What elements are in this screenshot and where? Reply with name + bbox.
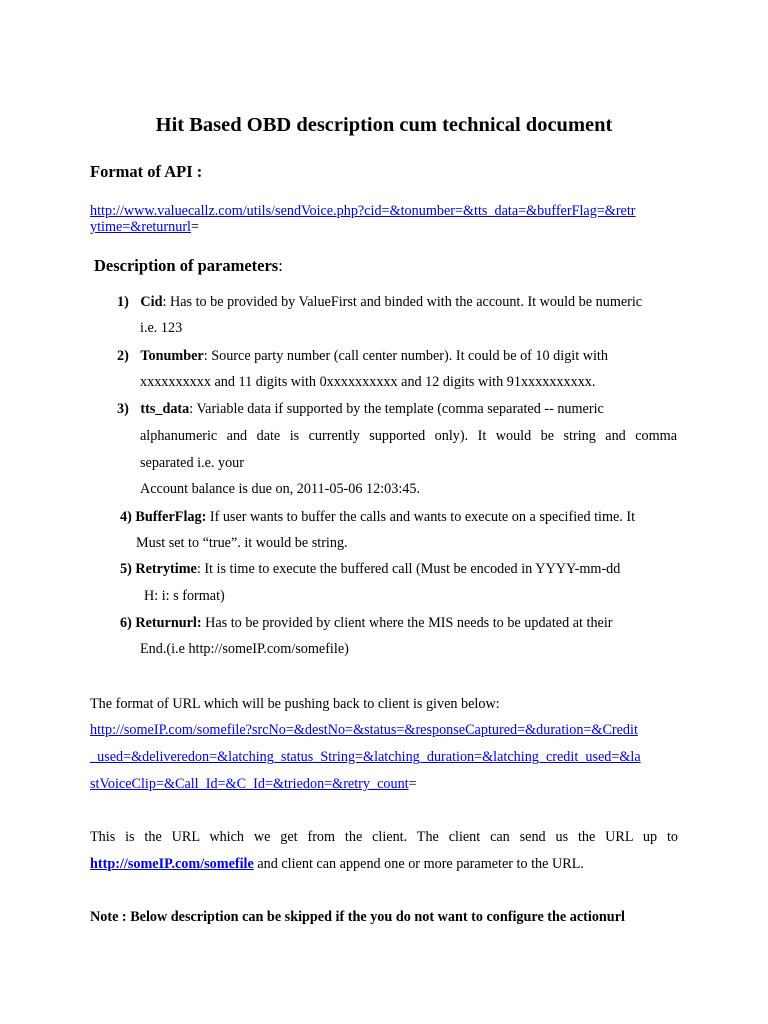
param-tonumber-number: 2) <box>117 348 129 364</box>
param-retrytime-name: Retrytime <box>135 561 197 577</box>
param-tts-data-desc-1: Variable data if supported by the template (comma separated -- numeric <box>193 401 604 417</box>
param-returnurl-line-1 <box>120 615 613 632</box>
param-returnurl-name: Returnurl: <box>135 615 202 631</box>
param-retrytime-line-1 <box>120 561 620 578</box>
param-cid-sep: : <box>162 294 167 310</box>
param-bufferflag-desc-2: Must set to “true”. it would be string. <box>136 535 348 551</box>
param-tonumber-desc-1: Source party number (call center number). It could be of 10 digit with <box>207 348 608 364</box>
note-label: Note : <box>90 909 127 925</box>
param-tts-data-desc-3: separated i.e. your <box>140 455 244 471</box>
api-url-line-1 <box>90 203 636 220</box>
param-tts-data-desc-2: alphanumeric and date is currently supported only). It would be string and comma <box>140 428 677 444</box>
document-title: Hit Based OBD description cum technical document <box>155 114 613 136</box>
pushback-intro: The format of URL which will be pushing back to client is given below: <box>90 696 500 712</box>
pushback-url-suffix: = <box>408 776 417 792</box>
param-returnurl-number: 6) <box>120 615 132 631</box>
note-line <box>90 909 625 926</box>
param-retrytime-number: 5) <box>120 561 132 577</box>
format-of-api-heading: Format of API : <box>90 162 203 181</box>
pushback-url-link-part-2[interactable]: _used=&deliveredon=&latching_status_String=&latching_duration=&latching_credit_used=&la <box>90 749 641 765</box>
param-retrytime-sep: : <box>196 561 201 577</box>
param-bufferflag-line-1 <box>120 509 635 526</box>
param-cid-number: 1) <box>117 294 129 310</box>
api-url-line-2 <box>90 219 199 236</box>
pushback-url-line-2 <box>90 749 641 766</box>
param-tonumber-name: Tonumber <box>140 348 204 364</box>
param-bufferflag-name: BufferFlag: <box>135 509 207 525</box>
param-cid-desc-2: i.e. 123 <box>140 320 183 336</box>
pushback-url-link-part-3[interactable]: stVoiceClip=&Call_Id=&C_Id=&triedon=&retry_count <box>90 776 409 792</box>
client-para-line-1: This is the URL which we get from the client. The client can send us the URL up to <box>90 829 678 845</box>
param-tts-data-line-1 <box>117 401 604 418</box>
param-returnurl-desc-1: Has to be provided by client where the MIS needs to be updated at their <box>201 615 613 631</box>
description-of-parameters-heading <box>94 256 283 276</box>
param-tts-data-sep: : <box>189 401 194 417</box>
pushback-url-line-1 <box>90 722 638 739</box>
params-heading-text: Description of parameters <box>94 256 279 275</box>
param-returnurl-desc-2: End.(i.e http://someIP.com/somefile) <box>140 641 349 657</box>
someip-somefile-link[interactable]: http://someIP.com/somefile <box>90 856 254 872</box>
pushback-url-line-3 <box>90 776 417 793</box>
param-retrytime-desc-1: It is time to execute the buffered call (Must be encoded in YYYY-mm-dd <box>200 561 621 577</box>
note-text: Below description can be skipped if the you do not want to configure the actionurl <box>126 909 625 925</box>
param-tts-data-desc-4: Account balance is due on, 2011-05-06 12:03:45. <box>140 481 421 497</box>
param-retrytime-desc-2: H: i: s format) <box>144 588 225 604</box>
param-bufferflag-desc-1: If user wants to buffer the calls and wants to execute on a specified time. It <box>206 509 636 525</box>
param-tonumber-sep: : <box>203 348 208 364</box>
param-tts-data-name: tts_data <box>140 401 190 417</box>
param-tonumber-desc-2: xxxxxxxxxx and 11 digits with 0xxxxxxxxxx and 12 digits with 91xxxxxxxxxx. <box>140 374 596 390</box>
param-bufferflag-number: 4) <box>120 509 132 525</box>
param-cid-name: Cid <box>140 294 163 310</box>
api-url-link-part-1[interactable]: http://www.valuecallz.com/utils/sendVoice.php?cid=&tonumber=&tts_data=&bufferFlag=&retr <box>90 203 636 219</box>
param-tts-data-number: 3) <box>117 401 129 417</box>
params-heading-colon: : <box>278 256 283 275</box>
pushback-url-link-part-1[interactable]: http://someIP.com/somefile?srcNo=&destNo=&status=&responseCaptured=&duration=&Credit <box>90 722 638 738</box>
client-para-line-2 <box>90 856 584 873</box>
api-url-link-part-2[interactable]: ytime=&returnurl <box>90 219 191 235</box>
client-para-line-2-rest: and client can append one or more parameter to the URL. <box>253 856 584 872</box>
param-cid-line-1 <box>117 294 642 311</box>
api-url-suffix: = <box>190 219 199 235</box>
param-tonumber-line-1 <box>117 348 608 365</box>
param-cid-desc-1: Has to be provided by ValueFirst and binded with the account. It would be numeric <box>166 294 643 310</box>
